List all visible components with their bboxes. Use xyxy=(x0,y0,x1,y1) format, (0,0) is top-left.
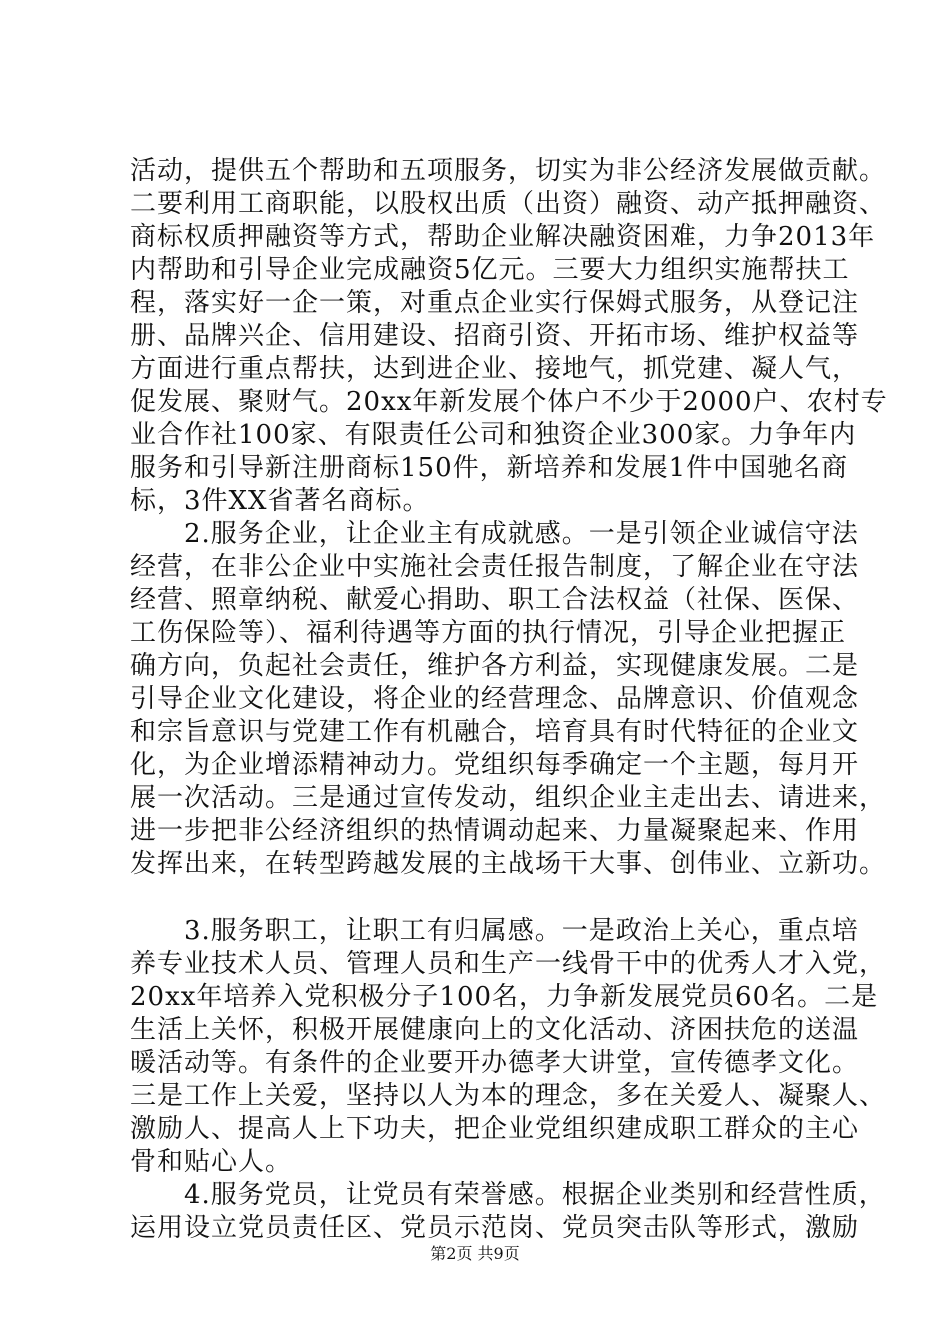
text-line: 3.服务职工，让职工有归属感。一是政治上关心，重点培 xyxy=(130,916,859,946)
text-line: 生活上关怀，积极开展健康向上的文化活动、济困扶危的送温 xyxy=(130,1015,860,1045)
text-line: 程，落实好一企一策，对重点企业实行保姆式服务，从登记注 xyxy=(130,288,860,318)
text-line: 活动，提供五个帮助和五项服务，切实为非公经济发展做贡献。 xyxy=(130,156,887,186)
paragraph-continuation xyxy=(130,155,888,518)
text-line: 养专业技术人员、管理人员和生产一线骨干中的优秀人才入党， xyxy=(130,949,887,979)
text-line: 4.服务党员，让党员有荣誉感。根据企业类别和经营性质， xyxy=(130,1180,886,1210)
text-line: 内帮助和引导企业完成融资5亿元。三要大力组织实施帮扶工 xyxy=(130,255,850,285)
text-line: 工伤保险等）、福利待遇等方面的执行情况，引导企业把握正 xyxy=(130,618,847,648)
text-line: 业合作社100家、有限责任公司和独资企业300家。力争年内 xyxy=(130,420,857,450)
text-line: 二要利用工商职能，以股权出质（出资）融资、动产抵押融资、 xyxy=(130,189,887,219)
page-number: 第2页 共9页 xyxy=(430,1244,520,1263)
paragraph-serve-enterprises xyxy=(130,518,887,881)
text-line: 册、品牌兴企、信用建设、招商引资、开拓市场、维护权益等 xyxy=(130,321,860,351)
text-line: 骨和贴心人。 xyxy=(130,1147,293,1177)
text-line: 服务和引导新注册商标150件，新培养和发展1件中国驰名商 xyxy=(130,453,849,483)
text-line: 运用设立党员责任区、党员示范岗、党员突击队等形式，激励 xyxy=(130,1213,860,1243)
text-line: 20xx年培养入党积极分子100名，力争新发展党员60名。二是 xyxy=(130,982,879,1012)
text-line: 确方向，负起社会责任，维护各方利益，实现健康发展。二是 xyxy=(130,651,860,681)
text-line: 引导企业文化建设，将企业的经营理念、品牌意识、价值观念 xyxy=(130,684,860,714)
page-footer xyxy=(0,1244,950,1264)
text-line: 发挥出来，在转型跨越发展的主战场干大事、创伟业、立新功。 xyxy=(130,849,887,879)
text-line: 三是工作上关爱，坚持以人为本的理念，多在关爱人、凝聚人、 xyxy=(130,1081,887,1111)
text-line: 和宗旨意识与党建工作有机融合，培育具有时代特征的企业文 xyxy=(130,717,860,747)
text-line: 商标权质押融资等方式，帮助企业解决融资困难，力争2013年 xyxy=(130,222,876,252)
text-line: 进一步把非公经济组织的热情调动起来、力量凝聚起来、作用 xyxy=(130,816,860,846)
paragraph-gap xyxy=(130,881,852,915)
document-body xyxy=(130,155,888,1245)
paragraph-serve-party-members xyxy=(130,1179,886,1245)
text-line: 展一次活动。三是通过宣传发动，组织企业主走出去、请进来， xyxy=(130,783,887,813)
text-line: 暖活动等。有条件的企业要开办德孝大讲堂，宣传德孝文化。 xyxy=(130,1048,860,1078)
text-line: 激励人、提高人上下功夫，把企业党组织建成职工群众的主心 xyxy=(130,1114,860,1144)
text-line: 化，为企业增添精神动力。党组织每季确定一个主题，每月开 xyxy=(130,750,860,780)
text-line: 标，3件XX省著名商标。 xyxy=(130,486,430,516)
text-line: 经营，在非公企业中实施社会责任报告制度，了解企业在守法 xyxy=(130,552,860,582)
text-line: 方面进行重点帮扶，达到进企业、接地气，抓党建、凝人气， xyxy=(130,354,860,384)
paragraph-serve-employees xyxy=(130,915,887,1179)
text-line: 经营、照章纳税、献爱心捐助、职工合法权益（社保、医保、 xyxy=(130,585,860,615)
text-line: 2.服务企业，让企业主有成就感。一是引领企业诚信守法 xyxy=(130,519,859,549)
text-line: 促发展、聚财气。20xx年新发展个体户不少于2000户、农村专 xyxy=(130,387,888,417)
